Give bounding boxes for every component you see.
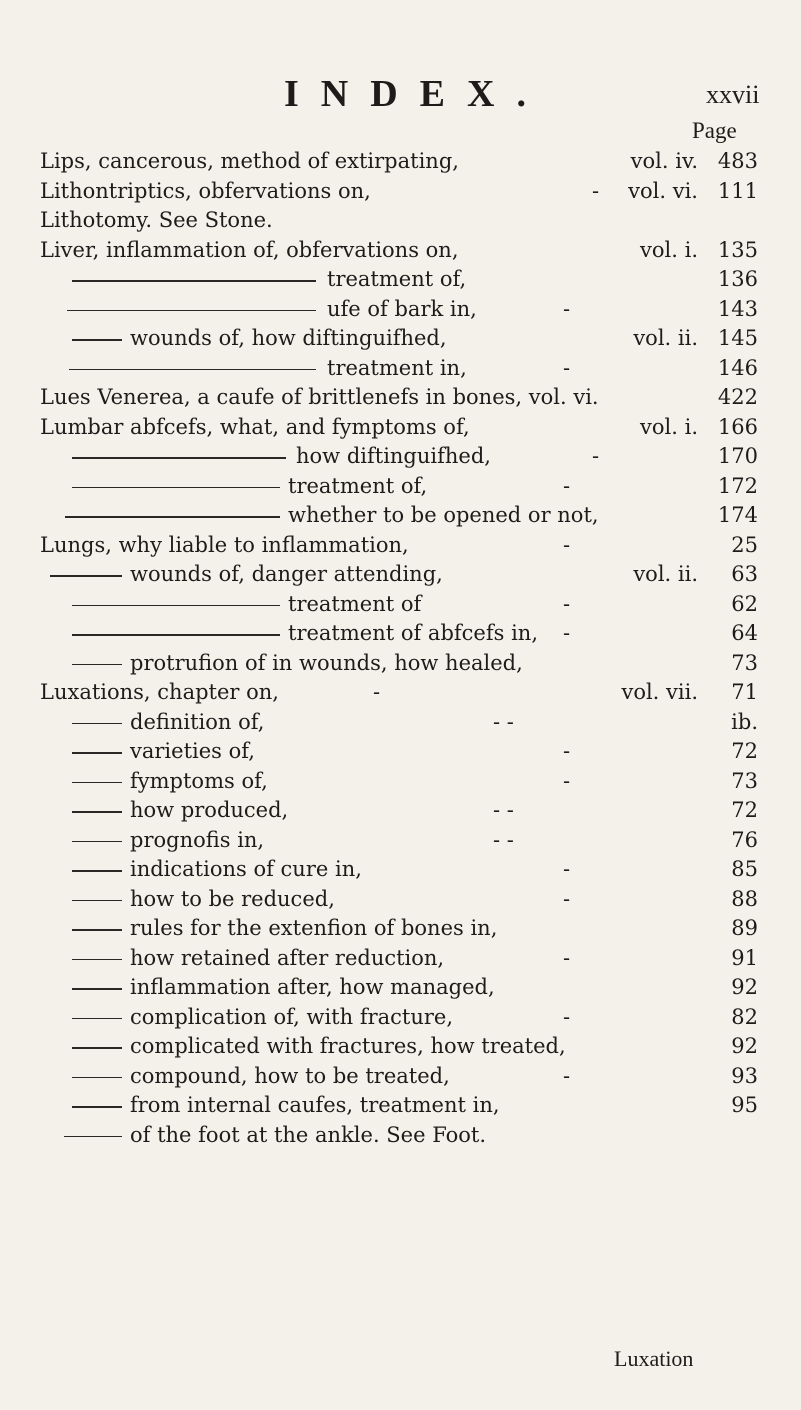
entry-volume: vol. i. — [640, 414, 698, 439]
entry-text: how retained after reduction, — [130, 945, 445, 970]
entry-dash: - — [563, 945, 571, 970]
entry-text: ufe of bark in, — [327, 296, 477, 321]
entry-text: Lithotomy. See Stone. — [40, 208, 273, 232]
ditto-rule — [72, 487, 280, 489]
entry-page: 143 — [717, 296, 758, 321]
index-entry — [0, 885, 801, 915]
ditto-rule — [72, 811, 122, 813]
entry-volume: vol. i. — [640, 237, 698, 262]
ditto-rule — [72, 339, 122, 341]
entry-dash: - — [563, 473, 571, 498]
ditto-rule — [72, 988, 122, 990]
entry-volume: vol. vi. — [628, 178, 698, 203]
entry-page: 72 — [731, 739, 758, 763]
index-entry — [0, 1121, 801, 1151]
entry-volume: vol. ii. — [633, 562, 698, 586]
entry-text: of the foot at the ankle. See Foot. — [130, 1122, 487, 1147]
entry-page: 71 — [731, 680, 758, 704]
ditto-rule — [72, 752, 122, 754]
index-entry — [0, 560, 801, 590]
ditto-rule — [72, 723, 122, 725]
entry-text: treatment of — [288, 591, 422, 616]
entry-text: how diftinguifhed, — [296, 444, 491, 468]
entry-text: complicated with fractures, how treated, — [130, 1034, 566, 1058]
entry-text: protrufion of in wounds, how healed, — [130, 650, 523, 675]
ditto-rule — [72, 841, 122, 843]
ditto-rule — [72, 929, 122, 931]
entry-dash: - — [563, 532, 571, 557]
entry-page: 93 — [731, 1063, 758, 1088]
entry-text: treatment of abfcefs in, — [288, 621, 539, 645]
index-entry — [0, 413, 801, 443]
ditto-rule — [72, 280, 316, 282]
index-entry — [0, 354, 801, 384]
index-entry — [0, 826, 801, 856]
entry-page: ib. — [731, 709, 758, 734]
ditto-rule — [64, 1136, 122, 1138]
entry-page: 76 — [731, 827, 758, 852]
entry-page: 63 — [731, 562, 758, 586]
ditto-rule — [69, 369, 316, 371]
entry-text: fymptoms of, — [130, 768, 268, 793]
entry-page: 64 — [731, 621, 758, 645]
index-entry — [0, 708, 801, 738]
entry-page: 82 — [731, 1004, 758, 1029]
ditto-rule — [72, 1018, 122, 1020]
index-entry — [0, 590, 801, 620]
entry-text: how to be reduced, — [130, 886, 335, 911]
entry-text: Liver, inflammation of, obfervations on, — [40, 237, 459, 262]
entry-dash: - — [563, 1004, 571, 1029]
entry-text: Lues Venerea, a caufe of brittlenefs in bones, vol. vi. — [40, 385, 599, 409]
entry-volume: vol. iv. — [630, 149, 698, 173]
ditto-rule — [72, 1077, 122, 1079]
entry-dash: - — [563, 857, 571, 881]
entry-dash: - — [563, 355, 571, 380]
entry-text: definition of, — [130, 709, 265, 734]
entry-text: complication of, with fracture, — [130, 1004, 454, 1029]
entry-page: 73 — [731, 650, 758, 675]
entry-text: inflammation after, how managed, — [130, 975, 495, 999]
entry-page: 111 — [717, 178, 758, 203]
index-entry — [0, 265, 801, 295]
entry-page: 88 — [731, 886, 758, 911]
entry-text: compound, how to be treated, — [130, 1063, 450, 1088]
entry-page: 422 — [717, 385, 758, 409]
entry-page: 85 — [731, 857, 758, 881]
entry-dash: - — [563, 591, 571, 616]
entry-page: 95 — [731, 1093, 758, 1117]
entry-text: treatment in, — [327, 355, 467, 380]
entry-text: treatment of, — [288, 473, 428, 498]
entry-dash: - — [563, 886, 571, 911]
ditto-rule — [67, 310, 316, 312]
entry-page: 73 — [731, 768, 758, 793]
page-number: xxvii — [706, 80, 760, 109]
entry-page: 89 — [731, 916, 758, 940]
index-entry — [0, 767, 801, 797]
ditto-rule — [72, 900, 122, 902]
entry-text: Luxations, chapter on, — [40, 680, 279, 704]
entry-volume: vol. vii. — [621, 680, 698, 704]
index-entry — [0, 1062, 801, 1092]
entry-page: 136 — [717, 267, 758, 291]
entry-dash: - - — [493, 798, 514, 822]
entry-dash: - — [563, 768, 571, 793]
index-entry — [0, 944, 801, 974]
ditto-rule — [72, 782, 122, 784]
entry-page: 166 — [717, 414, 758, 439]
entry-page: 170 — [717, 444, 758, 468]
index-entry — [0, 177, 801, 207]
entry-text: Lips, cancerous, method of extirpating, — [40, 149, 459, 173]
entry-text: whether to be opened or not, — [288, 503, 599, 527]
ditto-rule — [72, 664, 122, 666]
entry-page: 92 — [731, 1034, 758, 1058]
entry-text: indications of cure in, — [130, 857, 362, 881]
entry-dash: - - — [493, 709, 514, 734]
index-entry — [0, 678, 801, 708]
entry-dash: - — [563, 296, 571, 321]
entry-dash: - — [592, 444, 600, 468]
index-entry — [0, 737, 801, 767]
entry-text: varieties of, — [130, 739, 255, 763]
page-column-label: Page — [692, 118, 737, 143]
entry-dash: - — [563, 1063, 571, 1088]
entry-dash: - - — [493, 827, 514, 852]
entry-text: wounds of, danger attending, — [130, 562, 443, 586]
entry-page: 145 — [717, 326, 758, 350]
ditto-rule — [65, 516, 280, 518]
entry-text: from internal caufes, treatment in, — [130, 1093, 500, 1117]
ditto-rule — [72, 605, 280, 607]
entry-text: Lungs, why liable to inflammation, — [40, 532, 409, 557]
entry-volume: vol. ii. — [633, 326, 698, 350]
entry-dash: - — [563, 739, 571, 763]
index-entry — [0, 147, 801, 177]
entry-dash: - — [563, 621, 571, 645]
entry-page: 92 — [731, 975, 758, 999]
entry-page: 91 — [731, 945, 758, 970]
entry-page: 174 — [717, 503, 758, 527]
index-entry — [0, 855, 801, 885]
entry-page: 483 — [717, 149, 758, 173]
running-head-title: INDEX. — [284, 73, 548, 115]
entry-text: how produced, — [130, 798, 289, 822]
entry-dash: - — [592, 178, 600, 203]
index-entry — [0, 501, 801, 531]
entry-text: prognofis in, — [130, 827, 265, 852]
ditto-rule — [72, 1106, 122, 1108]
index-entry — [0, 619, 801, 649]
entry-page: 146 — [717, 355, 758, 380]
entry-text: rules for the extenfion of bones in, — [130, 916, 498, 940]
index-entry — [0, 1091, 801, 1121]
index-entry — [0, 472, 801, 502]
index-entry — [0, 324, 801, 354]
entry-page: 172 — [717, 473, 758, 498]
ditto-rule — [72, 959, 122, 961]
index-entries — [0, 147, 801, 1150]
index-entry — [0, 914, 801, 944]
index-entry — [0, 796, 801, 826]
entry-text: treatment of, — [327, 267, 467, 291]
entry-dash: - — [373, 680, 381, 704]
ditto-rule — [72, 634, 280, 636]
index-entry — [0, 1003, 801, 1033]
ditto-rule — [72, 870, 122, 872]
ditto-rule — [72, 457, 286, 459]
entry-text: Lumbar abfcefs, what, and fymptoms of, — [40, 414, 470, 439]
index-entry — [0, 383, 801, 413]
index-entry — [0, 973, 801, 1003]
index-entry — [0, 295, 801, 325]
entry-text: wounds of, how diftinguifhed, — [130, 326, 447, 350]
entry-page: 72 — [731, 798, 758, 822]
entry-page: 135 — [717, 237, 758, 262]
ditto-rule — [50, 575, 122, 577]
index-entry — [0, 206, 801, 236]
index-entry — [0, 649, 801, 679]
index-entry — [0, 442, 801, 472]
index-entry — [0, 531, 801, 561]
index-entry — [0, 1032, 801, 1062]
entry-text: Lithontriptics, obfervations on, — [40, 178, 371, 203]
entry-page: 25 — [731, 532, 758, 557]
index-entry — [0, 236, 801, 266]
entry-page: 62 — [731, 591, 758, 616]
ditto-rule — [72, 1047, 122, 1049]
catchword: Luxation — [614, 1346, 694, 1371]
